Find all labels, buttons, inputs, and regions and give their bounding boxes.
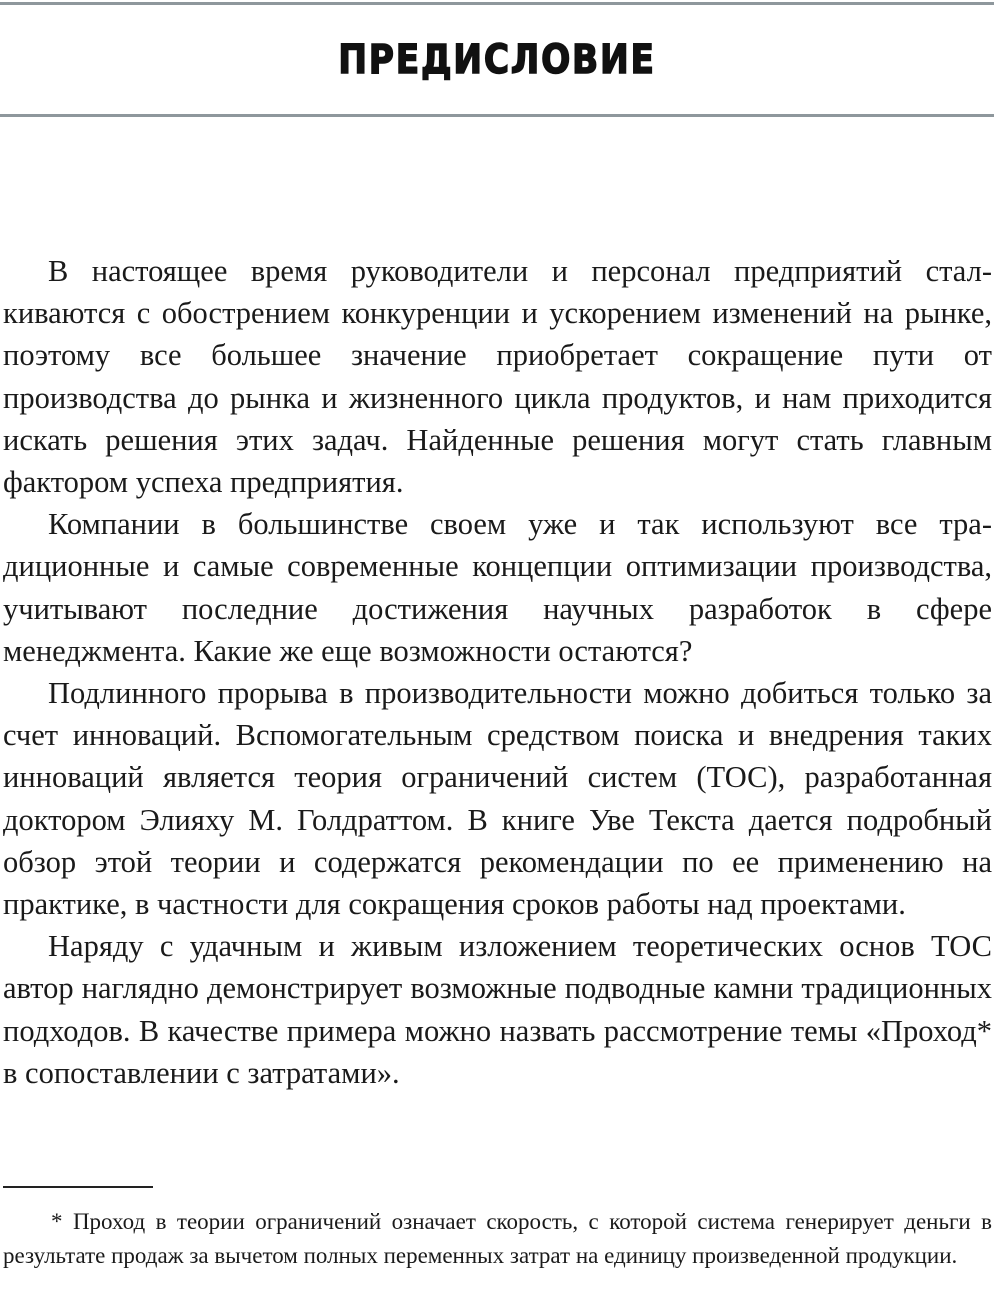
paragraph-2: Компании в большинстве своем уже и так используют все традиционные и самые современные концепции оптимизации производства, учитывают последние достижения научных разработок в сфере менеджмента. Какие же еще возможности остаются? [3,507,992,668]
paragraph-1: В настоящее время руководители и персонал предприятий сталкиваются с обострением конкуренции и ускорением изменений на рынке, поэтому все большее значение приобретает сокращение пути от производства до рынка и жизненного цикла продуктов, и нам приходится искать решения этих задач. Найденные решения могут стать главным фактором успеха предприятия. [3,254,992,500]
header-bottom-rule [0,114,994,117]
body-text [3,250,992,1094]
header-top-rule [0,2,994,5]
paragraph-3: Подлинного прорыва в производительности можно добиться только за счет инноваций. Вспомогательным средством поиска и внедрения таких инноваций является теория ограничений систем (ТОС), разработанная доктором Элияху М. Голдраттом. В книге Уве Текста дается подробный обзор этой теории и содержатся рекомендации по ее применению на практике, в частности для сокращения сроков работы над проектами. [3,676,992,922]
page-title: ПРЕДИСЛОВИЕ [338,37,656,83]
footnote: * Проход в теории ограничений означает скорость, с которой система генерирует деньги в результате продаж за вычетом полных переменных затрат на единицу произведенной продукции. [3,1209,992,1268]
paragraph-4: Наряду с удачным и живым изложением теоретических основ ТОС автор наглядно демонстрирует возможные подводные камни традиционных подходов. В качестве примера можно назвать рассмотрение темы «Проход* в сопоставлении с затратами». [3,929,992,1090]
footnote-divider [3,1186,153,1188]
